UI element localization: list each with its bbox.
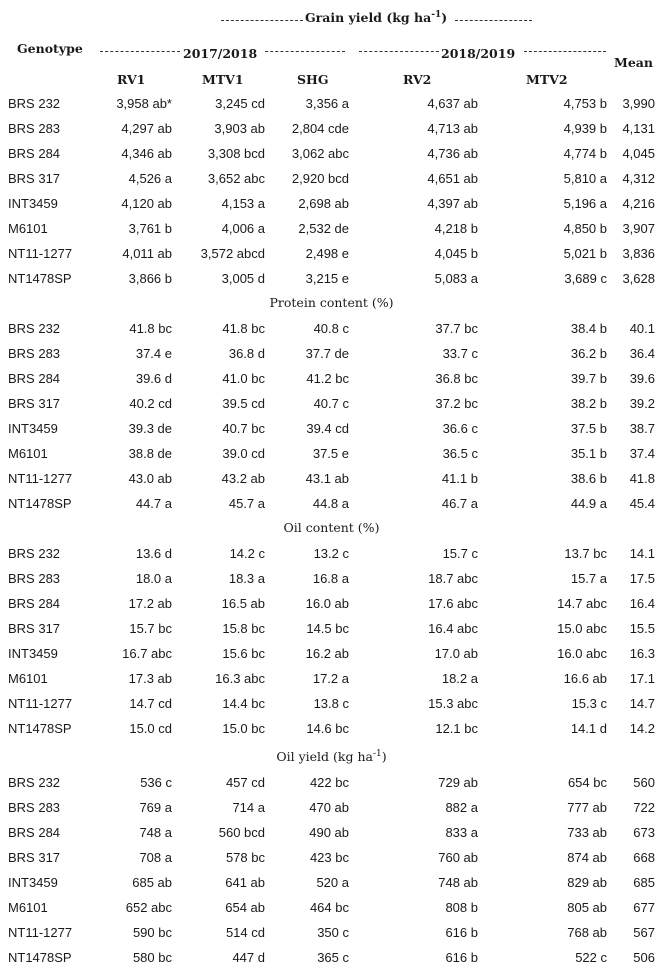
mean-cell: 3,907: [622, 221, 655, 236]
rv1-cell: 580 bc: [132, 950, 172, 965]
mtv1-cell: 457 cd: [225, 775, 265, 790]
mtv1-cell: 15.6 bc: [222, 646, 265, 661]
rv1-cell: 536 c: [140, 775, 172, 790]
table-row: [0, 925, 663, 950]
mean-cell: 14.7: [629, 696, 655, 711]
genotype-cell: NT11-1277: [8, 925, 73, 940]
shg-cell: 37.5 e: [312, 446, 349, 461]
genotype-cell: NT11-1277: [8, 696, 73, 711]
year1-dash-left: [100, 51, 180, 52]
rv1-cell: 17.3 ab: [128, 671, 172, 686]
mean-cell: 40.1: [629, 321, 655, 336]
shg-cell: 3,215 e: [305, 271, 349, 286]
mtv2-cell: 768 ab: [567, 925, 607, 940]
table-row: [0, 875, 663, 900]
shg-cell: 2,804 cde: [291, 121, 349, 136]
rv1-cell: 18.0 a: [135, 571, 172, 586]
genotype-cell: BRS 283: [8, 571, 61, 586]
table-row: [0, 396, 663, 421]
year1-header: 2017/2018: [183, 46, 258, 61]
mean-cell: 685: [633, 875, 655, 890]
genotype-cell: BRS 317: [8, 621, 61, 636]
rv2-cell: 808 b: [445, 900, 478, 915]
mtv1-cell: 16.5 ab: [221, 596, 265, 611]
rv1-cell: 41.8 bc: [129, 321, 172, 336]
genotype-cell: NT1478SP: [8, 271, 72, 286]
mtv1-cell: 3,903 ab: [214, 121, 265, 136]
year2-dash-right: [524, 51, 606, 52]
genotype-cell: BRS 317: [8, 171, 61, 186]
mtv1-cell: 14.4 bc: [222, 696, 265, 711]
mtv1-cell: 4,153 a: [221, 196, 265, 211]
mtv2-cell: 15.3 c: [571, 696, 607, 711]
genotype-cell: BRS 317: [8, 396, 61, 411]
genotype-cell: BRS 232: [8, 96, 61, 111]
table-row: [0, 621, 663, 646]
mtv2-cell: 39.7 b: [570, 371, 607, 386]
genotype-cell: NT11-1277: [8, 246, 73, 261]
rv1-cell: 748 a: [139, 825, 172, 840]
mtv1-cell: 560 bcd: [218, 825, 265, 840]
mtv2-cell: 733 ab: [567, 825, 607, 840]
mean-cell: 560: [633, 775, 655, 790]
genotype-cell: BRS 284: [8, 371, 61, 386]
mtv1-cell: 39.0 cd: [222, 446, 265, 461]
mtv1-cell: 514 cd: [225, 925, 265, 940]
rv2-cell: 760 ab: [438, 850, 478, 865]
rv2-cell: 18.2 a: [441, 671, 478, 686]
mtv2-cell: 777 ab: [567, 800, 607, 815]
grain-yield-label: Grain yield (kg ha: [305, 10, 432, 26]
mtv2-cell: 36.2 b: [570, 346, 607, 361]
rv1-cell: 16.7 abc: [122, 646, 172, 661]
mtv2-cell: 5,196 a: [563, 196, 607, 211]
rv1-cell: 4,526 a: [128, 171, 172, 186]
col-header-shg: SHG: [297, 72, 329, 87]
col-header-mtv1: MTV1: [202, 72, 244, 87]
genotype-cell: BRS 317: [8, 850, 61, 865]
rv2-cell: 15.7 c: [442, 546, 478, 561]
table-row: [0, 446, 663, 471]
shg-cell: 2,920 bcd: [291, 171, 349, 186]
oil-yield-suffix: ): [381, 749, 387, 765]
shg-cell: 16.2 ab: [305, 646, 349, 661]
section-title-oil-content: Oil content (%): [283, 520, 380, 535]
mean-cell: 17.5: [629, 571, 655, 586]
mtv1-cell: 578 bc: [225, 850, 265, 865]
mean-header: Mean: [614, 55, 653, 70]
mtv2-cell: 16.6 ab: [563, 671, 607, 686]
mtv1-cell: 654 ab: [225, 900, 265, 915]
rv2-cell: 41.1 b: [441, 471, 478, 486]
table-row: [0, 571, 663, 596]
rv2-cell: 748 ab: [438, 875, 478, 890]
rv2-cell: 729 ab: [438, 775, 478, 790]
shg-cell: 39.4 cd: [306, 421, 349, 436]
mean-cell: 39.2: [629, 396, 655, 411]
rv2-cell: 17.6 abc: [428, 596, 478, 611]
rv1-cell: 14.7 cd: [129, 696, 172, 711]
section-title-oil-yield: [0, 749, 663, 764]
genotype-cell: INT3459: [8, 421, 58, 436]
shg-cell: 14.6 bc: [306, 721, 349, 736]
mean-cell: 39.6: [629, 371, 655, 386]
mean-cell: 14.1: [629, 546, 655, 561]
mean-cell: 14.2: [629, 721, 655, 736]
table-row: [0, 646, 663, 671]
shg-cell: 16.0 ab: [305, 596, 349, 611]
rv1-cell: 685 ab: [132, 875, 172, 890]
mtv2-cell: 654 bc: [567, 775, 607, 790]
rv1-cell: 15.7 bc: [129, 621, 172, 636]
table-row: [0, 246, 663, 271]
table-row: [0, 696, 663, 721]
mtv2-cell: 5,810 a: [563, 171, 607, 186]
rv1-cell: 43.0 ab: [128, 471, 172, 486]
col-header-rv2: RV2: [403, 72, 432, 87]
mean-cell: 45.4: [629, 496, 655, 511]
table-row: [0, 346, 663, 371]
genotype-cell: BRS 284: [8, 825, 61, 840]
mtv1-cell: 15.8 bc: [222, 621, 265, 636]
shg-cell: 40.8 c: [313, 321, 349, 336]
rv2-cell: 36.8 bc: [435, 371, 478, 386]
rv1-cell: 708 a: [139, 850, 172, 865]
shg-cell: 44.8 a: [312, 496, 349, 511]
rv1-cell: 40.2 cd: [129, 396, 172, 411]
mtv2-cell: 44.9 a: [570, 496, 607, 511]
genotype-cell: M6101: [8, 221, 48, 236]
table-row: [0, 471, 663, 496]
rv1-cell: 38.8 de: [128, 446, 172, 461]
mtv1-cell: 43.2 ab: [221, 471, 265, 486]
mtv2-cell: 14.7 abc: [557, 596, 607, 611]
rv1-cell: 39.6 d: [135, 371, 172, 386]
mtv2-cell: 805 ab: [567, 900, 607, 915]
col-header-rv1: RV1: [117, 72, 146, 87]
shg-cell: 423 bc: [309, 850, 349, 865]
shg-cell: 37.7 de: [305, 346, 349, 361]
mtv2-cell: 15.0 abc: [557, 621, 607, 636]
mean-cell: 3,836: [622, 246, 655, 261]
mtv2-cell: 38.2 b: [570, 396, 607, 411]
mean-cell: 722: [633, 800, 655, 815]
mtv2-cell: 829 ab: [567, 875, 607, 890]
mean-cell: 37.4: [629, 446, 655, 461]
rv1-cell: 37.4 e: [135, 346, 172, 361]
rv1-cell: 15.0 cd: [129, 721, 172, 736]
mtv2-cell: 13.7 bc: [564, 546, 607, 561]
oil-yield-exp: -1: [372, 749, 382, 759]
mean-cell: 506: [633, 950, 655, 965]
mtv2-cell: 4,753 b: [563, 96, 607, 111]
genotype-cell: BRS 232: [8, 321, 61, 336]
rv1-cell: 3,761 b: [128, 221, 172, 236]
mean-cell: 16.4: [629, 596, 655, 611]
table-row: [0, 800, 663, 825]
mtv1-cell: 447 d: [232, 950, 265, 965]
mean-cell: 38.7: [629, 421, 655, 436]
shg-cell: 365 c: [317, 950, 349, 965]
mtv1-cell: 45.7 a: [228, 496, 265, 511]
shg-cell: 490 ab: [309, 825, 349, 840]
table-row: [0, 825, 663, 850]
grain-yield-suffix: ): [441, 10, 448, 26]
mtv1-cell: 714 a: [232, 800, 265, 815]
table-row: [0, 371, 663, 396]
genotype-cell: BRS 283: [8, 121, 61, 136]
table-row: [0, 96, 663, 121]
mean-cell: 3,990: [622, 96, 655, 111]
rv1-cell: 3,958 ab*: [116, 96, 172, 111]
genotype-cell: INT3459: [8, 196, 58, 211]
shg-cell: 470 ab: [309, 800, 349, 815]
rv1-cell: 769 a: [139, 800, 172, 815]
genotype-cell: NT1478SP: [8, 950, 72, 965]
shg-cell: 13.8 c: [313, 696, 349, 711]
rv2-cell: 4,045 b: [434, 246, 478, 261]
genotype-cell: BRS 283: [8, 346, 61, 361]
mean-cell: 17.1: [629, 671, 655, 686]
rv2-cell: 17.0 ab: [434, 646, 478, 661]
table-row: [0, 546, 663, 571]
mean-cell: 4,312: [622, 171, 655, 186]
genotype-cell: NT11-1277: [8, 471, 73, 486]
mtv1-cell: 3,572 abcd: [200, 246, 265, 261]
rv2-cell: 4,713 ab: [427, 121, 478, 136]
rv2-cell: 18.7 abc: [428, 571, 478, 586]
mtv1-cell: 41.8 bc: [222, 321, 265, 336]
table-row: [0, 775, 663, 800]
mtv1-cell: 3,005 d: [221, 271, 265, 286]
mean-cell: 677: [633, 900, 655, 915]
rv2-cell: 36.6 c: [442, 421, 478, 436]
mtv1-cell: 15.0 bc: [222, 721, 265, 736]
rv2-cell: 36.5 c: [442, 446, 478, 461]
mean-cell: 668: [633, 850, 655, 865]
mtv1-cell: 39.5 cd: [222, 396, 265, 411]
mtv2-cell: 4,774 b: [563, 146, 607, 161]
shg-cell: 13.2 c: [313, 546, 349, 561]
rv2-cell: 4,218 b: [434, 221, 478, 236]
rv2-cell: 616 b: [445, 950, 478, 965]
rv2-cell: 16.4 abc: [428, 621, 478, 636]
genotype-cell: INT3459: [8, 646, 58, 661]
rv2-cell: 15.3 abc: [428, 696, 478, 711]
table-row: [0, 671, 663, 696]
rv2-cell: 4,736 ab: [427, 146, 478, 161]
mean-cell: 4,045: [622, 146, 655, 161]
shg-cell: 17.2 a: [312, 671, 349, 686]
grain-yield-exp: -1: [431, 10, 442, 20]
table-row: [0, 596, 663, 621]
mtv2-cell: 38.4 b: [570, 321, 607, 336]
rv1-cell: 4,120 ab: [121, 196, 172, 211]
rv1-cell: 4,346 ab: [121, 146, 172, 161]
mtv2-cell: 874 ab: [567, 850, 607, 865]
genotype-cell: INT3459: [8, 875, 58, 890]
mtv2-cell: 35.1 b: [570, 446, 607, 461]
rv2-cell: 4,651 ab: [427, 171, 478, 186]
shg-cell: 2,532 de: [298, 221, 349, 236]
rv1-cell: 4,297 ab: [121, 121, 172, 136]
mtv2-cell: 38.6 b: [570, 471, 607, 486]
shg-cell: 41.2 bc: [306, 371, 349, 386]
mtv2-cell: 37.5 b: [570, 421, 607, 436]
shg-cell: 14.5 bc: [306, 621, 349, 636]
rv2-cell: 33.7 c: [442, 346, 478, 361]
table-row: [0, 496, 663, 521]
mean-cell: 567: [633, 925, 655, 940]
shg-cell: 350 c: [317, 925, 349, 940]
mtv2-cell: 15.7 a: [570, 571, 607, 586]
oil-yield-label: Oil yield (kg ha: [276, 749, 373, 765]
mtv2-cell: 14.1 d: [570, 721, 607, 736]
table-row: [0, 950, 663, 975]
mtv2-cell: 4,939 b: [563, 121, 607, 136]
rv2-cell: 4,637 ab: [427, 96, 478, 111]
table-row: [0, 271, 663, 296]
mean-cell: 3,628: [622, 271, 655, 286]
genotype-header: Genotype: [17, 41, 83, 56]
shg-cell: 2,498 e: [305, 246, 349, 261]
genotype-cell: BRS 232: [8, 546, 61, 561]
shg-cell: 422 bc: [309, 775, 349, 790]
shg-cell: 2,698 ab: [298, 196, 349, 211]
table-row: [0, 900, 663, 925]
rv2-cell: 46.7 a: [441, 496, 478, 511]
rv1-cell: 652 abc: [125, 900, 172, 915]
mean-cell: 15.5: [629, 621, 655, 636]
rv2-cell: 5,083 a: [434, 271, 478, 286]
rv1-cell: 39.3 de: [128, 421, 172, 436]
mean-cell: 4,131: [622, 121, 655, 136]
shg-cell: 16.8 a: [312, 571, 349, 586]
col-header-mtv2: MTV2: [526, 72, 568, 87]
table-row: [0, 121, 663, 146]
rv1-cell: 3,866 b: [128, 271, 172, 286]
shg-cell: 43.1 ab: [305, 471, 349, 486]
grain-yield-dash-left: [221, 20, 303, 21]
mtv1-cell: 14.2 c: [229, 546, 265, 561]
rv1-cell: 13.6 d: [135, 546, 172, 561]
genotype-cell: NT1478SP: [8, 721, 72, 736]
mtv2-cell: 16.0 abc: [557, 646, 607, 661]
mtv1-cell: 16.3 abc: [215, 671, 265, 686]
table-row: [0, 196, 663, 221]
rv2-cell: 833 a: [445, 825, 478, 840]
rv1-cell: 4,011 ab: [122, 246, 172, 261]
mean-cell: 41.8: [629, 471, 655, 486]
rv2-cell: 616 b: [445, 925, 478, 940]
mtv1-cell: 3,245 cd: [215, 96, 265, 111]
genotype-cell: M6101: [8, 446, 48, 461]
table-row: [0, 171, 663, 196]
genotype-cell: BRS 232: [8, 775, 61, 790]
mean-cell: 36.4: [629, 346, 655, 361]
year2-dash-left: [359, 51, 439, 52]
mtv1-cell: 36.8 d: [228, 346, 265, 361]
table-row: [0, 221, 663, 246]
mtv1-cell: 40.7 bc: [222, 421, 265, 436]
shg-cell: 3,356 a: [305, 96, 349, 111]
mean-cell: 4,216: [622, 196, 655, 211]
mtv1-cell: 3,308 bcd: [207, 146, 265, 161]
rv2-cell: 882 a: [445, 800, 478, 815]
rv2-cell: 12.1 bc: [435, 721, 478, 736]
grain-yield-dash-right: [455, 20, 532, 21]
shg-cell: 3,062 abc: [291, 146, 349, 161]
year1-dash-right: [265, 51, 345, 52]
mtv1-cell: 41.0 bc: [222, 371, 265, 386]
table-row: [0, 850, 663, 875]
section-title-protein: Protein content (%): [269, 295, 394, 310]
genotype-cell: NT1478SP: [8, 496, 72, 511]
mtv2-cell: 522 c: [575, 950, 607, 965]
genotype-cell: BRS 283: [8, 800, 61, 815]
rv1-cell: 590 bc: [132, 925, 172, 940]
table-row: [0, 146, 663, 171]
table-row: [0, 321, 663, 346]
rv1-cell: 44.7 a: [135, 496, 172, 511]
genotype-cell: M6101: [8, 671, 48, 686]
mtv1-cell: 641 ab: [225, 875, 265, 890]
genotype-cell: M6101: [8, 900, 48, 915]
rv1-cell: 17.2 ab: [128, 596, 172, 611]
shg-cell: 464 bc: [309, 900, 349, 915]
table-row: [0, 721, 663, 746]
mtv1-cell: 4,006 a: [221, 221, 265, 236]
grain-yield-header: [305, 10, 447, 25]
mtv2-cell: 4,850 b: [563, 221, 607, 236]
rv2-cell: 4,397 ab: [427, 196, 478, 211]
shg-cell: 40.7 c: [313, 396, 349, 411]
shg-cell: 520 a: [316, 875, 349, 890]
mean-cell: 673: [633, 825, 655, 840]
rv2-cell: 37.7 bc: [435, 321, 478, 336]
mtv2-cell: 3,689 c: [564, 271, 607, 286]
genotype-cell: BRS 284: [8, 596, 61, 611]
genotype-cell: BRS 284: [8, 146, 61, 161]
table-row: [0, 421, 663, 446]
rv2-cell: 37.2 bc: [435, 396, 478, 411]
mtv1-cell: 18.3 a: [228, 571, 265, 586]
mtv1-cell: 3,652 abc: [207, 171, 265, 186]
year2-header: 2018/2019: [441, 46, 516, 61]
mtv2-cell: 5,021 b: [563, 246, 607, 261]
mean-cell: 16.3: [629, 646, 655, 661]
